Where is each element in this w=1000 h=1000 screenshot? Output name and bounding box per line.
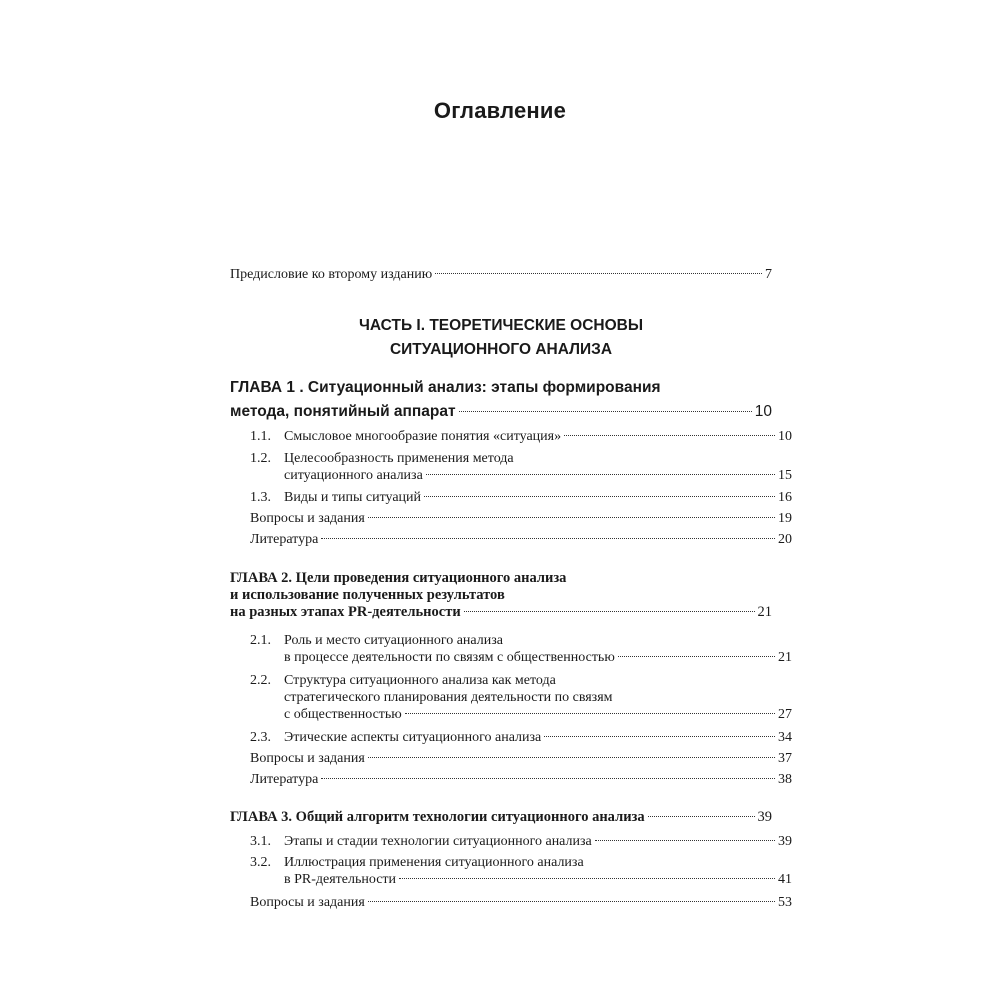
page-number: 34 bbox=[778, 730, 792, 745]
leader-dots bbox=[368, 757, 775, 758]
section-number: 2.3. bbox=[250, 730, 271, 745]
entry-text: Роль и место ситуационного анализа bbox=[284, 633, 503, 648]
section-number: 2.2. bbox=[250, 673, 271, 688]
chapter-title-line: ГЛАВА 1 . Ситуационный анализ: этапы формирования bbox=[230, 379, 661, 396]
toc-entry-ch2-questions[interactable] bbox=[230, 750, 792, 767]
page-number: 37 bbox=[778, 751, 792, 766]
leader-dots bbox=[595, 840, 775, 841]
section-number: 3.2. bbox=[250, 855, 271, 870]
toc-entry-preface[interactable] bbox=[230, 266, 772, 283]
toc-entry-1-3[interactable] bbox=[230, 489, 792, 506]
leader-dots bbox=[435, 273, 762, 274]
toc-entry-ch2-literature[interactable] bbox=[230, 771, 792, 788]
entry-text: Вопросы и задания bbox=[250, 751, 365, 766]
entry-text: Этические аспекты ситуационного анализа bbox=[284, 730, 542, 745]
section-number: 1.2. bbox=[250, 451, 271, 466]
part-heading bbox=[230, 314, 772, 362]
entry-text-cont: с общественностью bbox=[284, 707, 402, 722]
leader-dots bbox=[368, 901, 775, 902]
page-number: 10 bbox=[754, 403, 772, 420]
leader-dots bbox=[544, 736, 775, 737]
entry-text: Этапы и стадии технологии ситуационного анализа bbox=[284, 834, 592, 849]
toc-entry-1-1[interactable] bbox=[230, 428, 792, 445]
leader-dots bbox=[321, 538, 775, 539]
chapter-title-line: ГЛАВА 2. Цели проведения ситуационного анализа bbox=[230, 570, 567, 586]
section-number: 3.1. bbox=[250, 834, 271, 849]
entry-text-cont: в процессе деятельности по связям с общественностью bbox=[284, 650, 615, 665]
leader-dots bbox=[424, 496, 775, 497]
part-heading-line: ЧАСТЬ I. ТЕОРЕТИЧЕСКИЕ ОСНОВЫ bbox=[358, 317, 644, 334]
entry-text: Литература bbox=[250, 532, 319, 547]
leader-dots bbox=[464, 611, 755, 612]
leader-dots bbox=[648, 816, 755, 817]
entry-text: Вопросы и задания bbox=[250, 511, 365, 526]
leader-dots bbox=[426, 474, 775, 475]
leader-dots bbox=[399, 878, 775, 879]
toc-entry-2-3[interactable] bbox=[230, 729, 792, 746]
chapter-title-line: метода, понятийный аппарат bbox=[230, 403, 456, 420]
toc-entry-ch1-questions[interactable] bbox=[230, 510, 792, 527]
toc-entry-2-2[interactable] bbox=[230, 672, 792, 723]
entry-text-cont: стратегического планирования деятельности по связям bbox=[284, 690, 613, 705]
entry-text-cont: в PR-деятельности bbox=[284, 872, 397, 887]
entry-text: Виды и типы ситуаций bbox=[284, 490, 422, 505]
section-number: 2.1. bbox=[250, 633, 271, 648]
part-heading-line: СИТУАЦИОННОГО АНАЛИЗА bbox=[389, 341, 613, 358]
entry-text-cont: ситуационного анализа bbox=[284, 468, 423, 483]
entry-text: Литература bbox=[250, 772, 319, 787]
page-number: 27 bbox=[778, 707, 792, 722]
toc-chapter-2[interactable] bbox=[230, 570, 772, 621]
entry-text: Целесообразность применения метода bbox=[284, 451, 514, 466]
toc-entry-ch3-questions[interactable] bbox=[230, 894, 792, 911]
page-number: 39 bbox=[778, 834, 792, 849]
page-title: Оглавление bbox=[433, 98, 567, 123]
leader-dots bbox=[618, 656, 775, 657]
chapter-title-line: на разных этапах PR-деятельности bbox=[230, 604, 461, 620]
page-number: 7 bbox=[765, 267, 772, 282]
page-number: 21 bbox=[757, 604, 772, 620]
leader-dots bbox=[564, 435, 775, 436]
leader-dots bbox=[459, 411, 752, 412]
toc-entry-ch1-literature[interactable] bbox=[230, 531, 792, 548]
toc-entry-3-1[interactable] bbox=[230, 833, 792, 850]
chapter-title-line: и использование полученных результатов bbox=[230, 587, 505, 603]
section-number: 1.3. bbox=[250, 490, 271, 505]
page-number: 53 bbox=[778, 895, 792, 910]
page-number: 10 bbox=[778, 429, 792, 444]
chapter-title-line: ГЛАВА 3. Общий алгоритм технологии ситуационного анализа bbox=[230, 809, 645, 825]
entry-text: Предисловие ко второму изданию bbox=[230, 267, 433, 282]
page-number: 21 bbox=[778, 650, 792, 665]
leader-dots bbox=[405, 713, 775, 714]
entry-text: Вопросы и задания bbox=[250, 895, 365, 910]
toc-entry-3-2[interactable] bbox=[230, 854, 792, 888]
page-number: 41 bbox=[778, 872, 792, 887]
section-number: 1.1. bbox=[250, 429, 271, 444]
page-number: 19 bbox=[778, 511, 792, 526]
entry-text: Смысловое многообразие понятия «ситуация» bbox=[284, 429, 562, 444]
entry-text: Иллюстрация применения ситуационного анализа bbox=[284, 855, 584, 870]
toc-entry-1-2[interactable] bbox=[230, 450, 792, 484]
toc-chapter-3[interactable] bbox=[230, 809, 772, 826]
toc-entry-2-1[interactable] bbox=[230, 632, 792, 666]
page-number: 20 bbox=[778, 532, 792, 547]
leader-dots bbox=[368, 517, 775, 518]
toc-chapter-1[interactable] bbox=[230, 376, 772, 424]
entry-text: Структура ситуационного анализа как метода bbox=[284, 673, 556, 688]
page-number: 16 bbox=[778, 490, 792, 505]
leader-dots bbox=[321, 778, 775, 779]
page-number: 15 bbox=[778, 468, 792, 483]
page-number: 38 bbox=[778, 772, 792, 787]
page-number: 39 bbox=[757, 809, 772, 825]
